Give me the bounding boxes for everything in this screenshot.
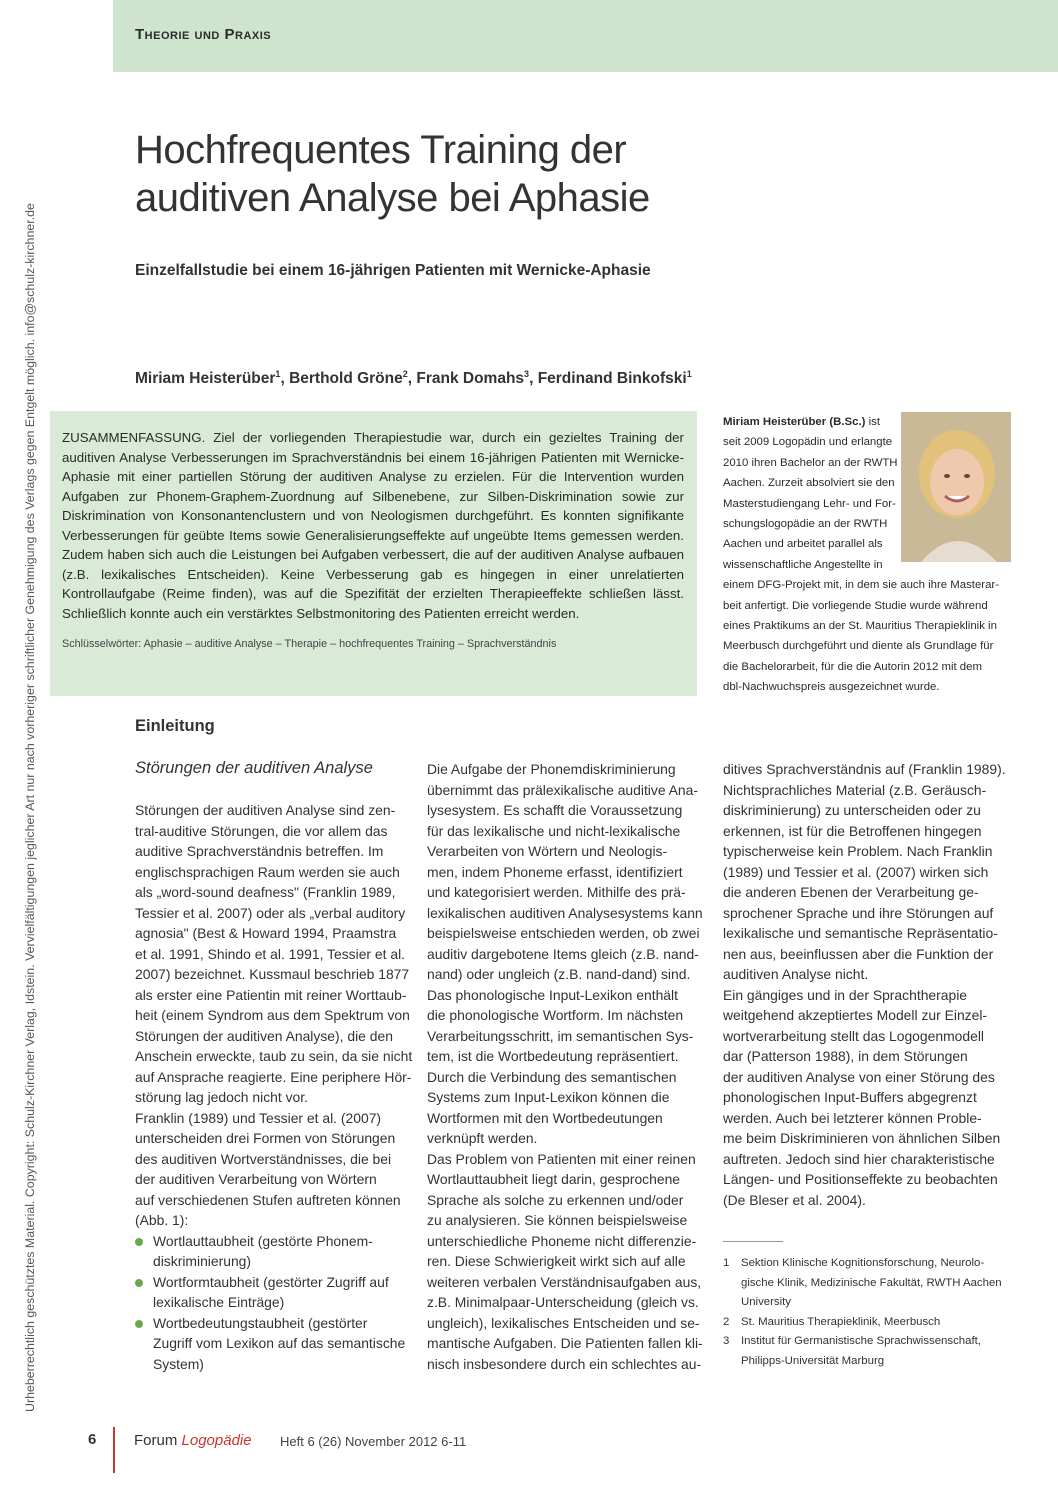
author-name: Miriam Heisterüber [135,370,276,388]
text-line: sprochener Sprache und ihre Störungen auf [723,904,994,921]
text-line: Verarbeiten von Wörtern und Neologis- [427,843,668,859]
bullet-continuation: System) [153,1355,204,1372]
text-line: weiteren verbalen Verständnisaufgaben aus, [427,1273,702,1290]
text-line: tral-auditive Störungen, die vor allem das [135,822,388,839]
text-line: auditive Sprachverständnis betreffen. Im [135,843,384,859]
text-line: ditives Sprachverständnis auf (Franklin 1989). [723,761,1006,777]
bullet-item: Wortformtaubheit (gestörter Zugriff auf [135,1272,407,1293]
bio-line: beit anfertigt. Die vorliegende Studie wurde während [723,599,988,612]
portrait-image [901,412,1011,562]
text-line: Tessier et al. 2007) oder als „verbal auditory [135,904,406,921]
bullet-icon [135,1238,143,1246]
footnote-line: University [741,1296,792,1308]
text-line: als „word-sound deafness" (Franklin 1989, [135,884,396,900]
bullet-icon [135,1279,143,1287]
author-name: Ferdinand Binkofski [537,370,687,388]
text-line: Sprache als solche zu erkennen und/oder [427,1191,684,1208]
footnote-number: 3 [723,1335,730,1347]
text-line: der auditiven Analyse von einer Störung des [723,1068,995,1085]
bio-line: Masterstudiengang Lehr- und For- [723,497,896,510]
text-line: unterscheiden drei Formen von Störungen [135,1130,396,1146]
text-line: verknüpft werden. [427,1130,538,1146]
text-line: (1989) und Tessier et al. (2007) wirken sich [723,863,989,880]
text-line: Wortformen mit den Wortbedeutungen [427,1109,663,1126]
bullet-item: Wortlauttaubheit (gestörte Phonem- [135,1231,407,1252]
text-line: (De Bleser et al. 2004). [723,1191,866,1208]
bio-line: schungslogopädie an der RWTH [723,517,888,530]
text-line: me beim Diskriminieren von ähnlichen Silben [723,1130,1001,1146]
text-line: wortverarbeitung stellt das Logogenmodell [723,1027,984,1044]
abstract-text: ZUSAMMENFASSUNG. Ziel der vorliegenden Therapiestudie war, durch ein gezieltes Training der auditiven Analyse Verbesserungen im Sprachverständnis bei einem 16-jährigen Patienten mit Wernicke-Aphasie mit einer partiellen Störung der auditiven Analyse zu erzielen. Für die Intervention wurden Aufgaben zur Phonem-Graphem-Zuordnung auf Silbenebene, zur Silben-Diskrimination sowie zur Diskrimination von Konsonantenclustern und von Neologismen durchgeführt. Es konnten signifikante Verbesserungen für geübte Items sowie Generalisierungseffekte auf ungeübte Items gemessen werden. Zudem haben sich auch die Leistungen bei Aufgaben verbessert, die auf der auditiven Analyse aufbauen (z.B. lexikalisches Entscheiden). Keine Verbesserung gab es hingegen in einer unrelatierten Kontrollaufgabe (Reime finden), was auf die Spezifität der erzielten Therapieeffekte schließen lässt. Schließlich konnte auch ein verstärktes Selbstmonitoring des Patienten erreicht werden. [62,430,684,621]
text-line: übernimmt das prälexikalische auditive Ana- [427,781,699,798]
footnote-line: St. Mauritius Therapieklinik, Meerbusch [741,1315,941,1328]
text-line: Anschein erweckte, taub zu sein, da sie nicht [135,1048,413,1064]
body-column-1 [135,800,413,1374]
bio-line: Aachen und arbeitet parallel als [723,538,883,551]
issue-info: Heft 6 (26) November 2012 6-11 [280,1434,467,1449]
text-line: ungleich), lexikalisches Entscheiden und se- [427,1314,700,1331]
author-name: Berthold Gröne [289,370,403,388]
bio-line: die Bachelorarbeit, für die die Autorin 2012 mit dem [723,660,982,673]
text-line: Systems zum Input-Lexikon können die [427,1089,670,1105]
bio-line: Aachen. Zurzeit absolviert sie den [723,477,895,490]
text-line: nisch insbesondere durch ein schlechtes au- [427,1355,702,1372]
subsection-heading: Störungen der auditiven Analyse [135,759,373,777]
text-line: die phonologische Wortform. Im nächsten [427,1007,684,1023]
footnote-line: Institut für Germanistische Sprachwissenschaft, [741,1335,981,1347]
section-heading: Einleitung [135,717,215,735]
footnote-line: Sektion Klinische Kognitionsforschung, Neurolo- [741,1257,985,1269]
text-line: dar (Patterson 1988), in dem Störungen [723,1048,968,1064]
text-line: Das phonologische Input-Lexikon enthält [427,986,678,1003]
footnotes [723,1254,1013,1371]
footnote-line: gische Klinik, Medizinische Fakultät, RWTH Aachen [741,1276,1002,1289]
text-line: ren. Diese Schwierigkeit wirkt sich auf alle [427,1253,686,1269]
text-line: nand) oder ungleich (z.B. nand-dand) sind. [427,966,691,982]
bullet-continuation: diskriminierung) [153,1253,252,1269]
body-column-2 [427,759,705,1374]
journal-name [134,1432,252,1449]
bullet-item: Wortbedeutungstaubheit (gestörter [135,1313,407,1334]
text-line: Durch die Verbindung des semantischen [427,1068,677,1085]
text-line: mantische Aufgaben. Die Patienten fallen kli- [427,1335,703,1351]
article-title [135,126,835,222]
text-line: typischerweise kein Problem. Nach Franklin [723,843,993,859]
text-line: Verarbeitungsschritt, im semantischen Sys- [427,1027,694,1044]
bullet-continuation: Zugriff vom Lexikon auf das semantische [153,1335,406,1351]
text-line: für das lexikalische und nicht-lexikalische [427,822,681,839]
article-title-line: auditiven Analyse bei Aphasie [135,176,650,220]
text-line: lexikalischen auditiven Analysesystems kann [427,904,703,921]
text-line: auditiven Analyse nicht. [723,966,869,982]
author-affiliation: 1 [275,369,281,379]
author-name: Frank Domahs [416,370,525,388]
footnote-line: Philipps-Universität Marburg [741,1354,885,1367]
text-line: nen aus, beeinflussen aber die Funktion der [723,945,994,962]
section-title: Theorie und Praxis [135,26,272,43]
text-line: weitgehend akzeptiertes Modell zur Einzel- [723,1007,988,1023]
text-line: werden. Auch bei letzterer können Proble- [723,1109,982,1126]
bio-line: 2010 ihren Bachelor an der RWTH [723,456,898,469]
text-line: heit (einem Syndrom aus dem Spektrum von [135,1007,410,1023]
bullet-continuation: lexikalische Einträge) [153,1294,285,1310]
text-line: auf verschiedenen Stufen auftreten können [135,1191,401,1208]
footnote-number: 1 [723,1257,730,1269]
footnote [723,1332,1013,1371]
text-line: men, indem Phoneme erfasst, identifiziert [427,863,683,880]
author-separator: , [407,370,417,388]
text-line: Störungen der auditiven Analyse), die den [135,1027,393,1044]
journal-name-main: Forum [134,1432,178,1449]
bio-line: wissenschaftliche Angestellte in [723,558,883,571]
text-line: tem, ist die Wortbedeutung repräsentiert. [427,1048,679,1064]
text-line: als erster eine Patientin mit reiner Worttaub- [135,986,407,1003]
text-line: auditiv dargebotene Items gleich (z.B. nand- [427,945,699,962]
page-number: 6 [88,1431,97,1448]
footnote-divider [723,1241,783,1242]
text-line: der auditiven Verarbeitung von Wörtern [135,1171,377,1187]
author-affiliation: 3 [524,369,530,379]
text-line: des auditiven Wortverständnisses, die bei [135,1150,392,1167]
footer-divider [113,1427,115,1473]
bio-line: dbl-Nachwuchspreis ausgezeichnet wurde. [723,681,940,694]
body-column-3 [723,759,1006,1210]
text-line: lexikalische und semantische Repräsentatio- [723,925,998,941]
text-line: englischsprachigen Raum werden sie auch [135,863,400,880]
bio-line: seit 2009 Logopädin und erlangte [723,436,893,449]
text-line: erkennen, ist für die Betroffenen hingegen [723,822,982,839]
bio-line: Miriam Heisterüber (B.Sc.) ist [723,416,880,428]
text-line: Franklin (1989) und Tessier et al. (2007) [135,1109,382,1126]
text-line: lysesystem. Es schafft die Voraussetzung [427,802,683,818]
text-line: agnosia" (Best & Howard 1994, Praamstra [135,925,397,941]
text-line: et al. 1991, Shindo et al. 1991, Tessier et al. [135,945,406,962]
bio-line: einem DFG-Projekt mit, in dem sie auch ihre Masterar- [723,579,999,592]
text-line: auf Ansprache reagierte. Eine periphere Hör- [135,1068,412,1085]
article-title-line: Hochfrequentes Training der [135,128,627,172]
author-list [135,369,692,388]
keywords: Schlüsselwörter: Aphasie – auditive Analyse – Therapie – hochfrequentes Training – Sprachverständnis [62,638,557,650]
text-line: Störungen der auditiven Analyse sind zen- [135,802,396,818]
bullet-icon [135,1320,143,1328]
footnote-number: 2 [723,1315,730,1328]
author-photo [901,412,1011,562]
footnote [723,1313,1013,1333]
article-subtitle: Einzelfallstudie bei einem 16-jährigen Patienten mit Wernicke-Aphasie [135,262,651,279]
text-line: Längen- und Positionseffekte zu beobachten [723,1171,998,1187]
text-line: die anderen Ebenen der Verarbeitung ge- [723,884,979,900]
text-line: (Abb. 1): [135,1212,189,1228]
bio-line: eines Praktikums an der St. Mauritius Therapieklinik in [723,619,997,632]
author-affiliation: 1 [686,369,692,379]
journal-name-accent: Logopädie [181,1432,252,1449]
author-separator: , [529,370,538,388]
text-line: beispielsweise entschieden werden, ob zwei [427,925,700,941]
text-line: Das Problem von Patienten mit einer reinen [427,1150,696,1167]
text-line: Wortlauttaubheit liegt darin, gesprochene [427,1171,681,1187]
text-line: diskriminierung) zu unterscheiden oder zu [723,802,981,818]
text-line: Die Aufgabe der Phonemdiskriminierung [427,761,676,777]
text-line: 2007) bezeichnet. Kussmaul beschrieb 1877 [135,966,410,982]
text-line: phonologischen Input-Buffers abgegrenzt [723,1089,977,1105]
text-line: z.B. Minimalpaar-Unterscheidung (gleich vs. [427,1294,699,1310]
bio-line: Meerbusch durchgeführt und diente als Grundlage für [723,640,994,653]
text-line: störung lag jedoch nicht vor. [135,1089,308,1105]
text-line: Ein gängiges und in der Sprachtherapie [723,986,968,1003]
text-line: zu analysieren. Sie können beispielsweise [427,1212,688,1228]
text-line: unterschiedliche Phoneme nicht differenzie- [427,1232,697,1249]
text-line: auftreten. Jedoch sind hier charakteristische [723,1150,995,1167]
author-affiliation: 2 [402,369,408,379]
footnote [723,1254,1013,1313]
author-separator: , [280,370,290,388]
text-line: Nichtsprachliches Material (z.B. Geräusch- [723,781,987,798]
bio-name: Miriam Heisterüber (B.Sc.) [723,416,866,428]
copyright-notice: Urheberrechtlich geschütztes Material. Copyright: Schulz-Kirchner Verlag, Idstein. Vervielfältigungen jeglicher Art nur nach vorheriger schriftlicher Genehmigung des Verlags gegen Entgelt möglich. info@schulz-kirchner.de [23,203,37,1412]
text-line: und kategorisiert werden. Mithilfe des prä- [427,884,686,900]
